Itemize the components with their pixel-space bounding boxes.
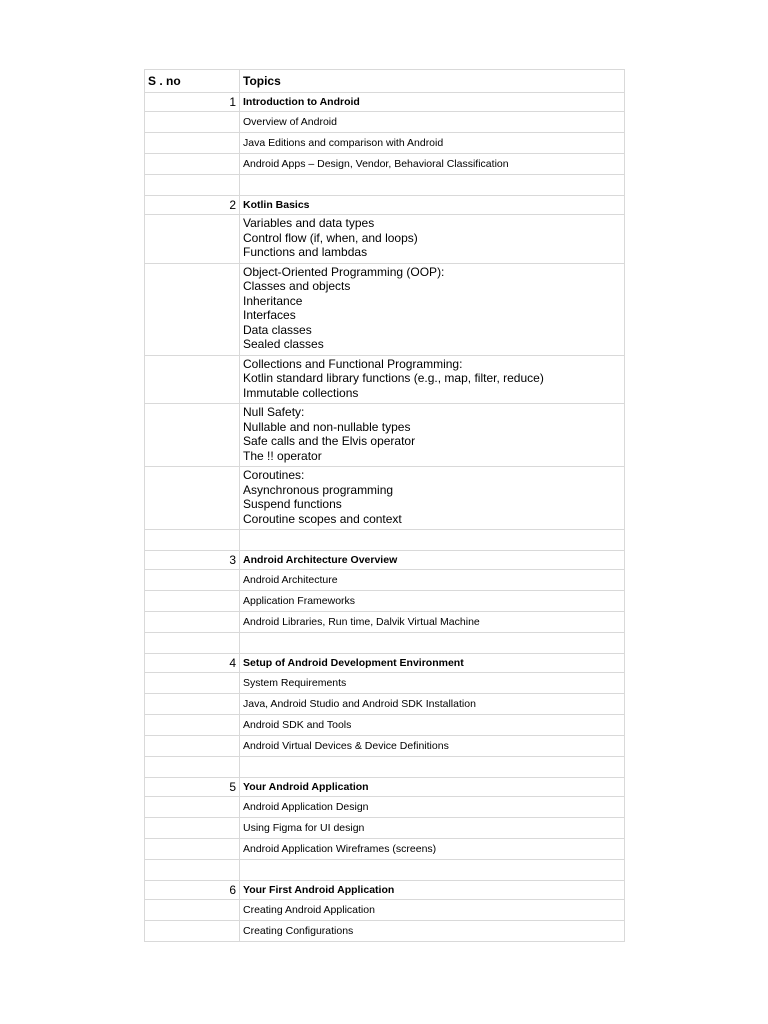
serial-number-cell: 1	[145, 93, 240, 112]
spacer-row	[145, 757, 625, 778]
sno-header: S . no	[145, 70, 240, 93]
serial-number-cell	[145, 570, 240, 591]
topic-line: Nullable and non-nullable types	[243, 419, 411, 434]
topic-cell: Android SDK and Tools	[240, 715, 625, 736]
topic-cell: Android Application Wireframes (screens)	[240, 839, 625, 860]
topic-row	[145, 673, 625, 694]
serial-number-cell	[145, 673, 240, 694]
topic-line: Immutable collections	[243, 385, 359, 400]
topic-line: Control flow (if, when, and loops)	[243, 230, 418, 245]
serial-number-cell	[145, 757, 240, 778]
serial-number-cell	[145, 591, 240, 612]
spacer-row	[145, 633, 625, 654]
topic-row	[145, 612, 625, 633]
topic-line: Collections and Functional Programming:	[243, 356, 463, 371]
serial-number-cell	[145, 154, 240, 175]
serial-number-cell	[145, 112, 240, 133]
serial-number-cell	[145, 467, 240, 530]
topic-cell	[240, 175, 625, 196]
topic-row	[145, 715, 625, 736]
topic-line: Safe calls and the Elvis operator	[243, 434, 416, 448]
spacer-row	[145, 860, 625, 881]
topic-row	[145, 818, 625, 839]
serial-number-cell	[145, 263, 240, 355]
topic-row	[145, 215, 625, 264]
topic-row	[145, 133, 625, 154]
topic-row	[145, 839, 625, 860]
section-title: Android Architecture Overview	[240, 551, 625, 570]
topic-cell: Android Apps – Design, Vendor, Behavioral Classification	[240, 154, 625, 175]
table-header-row	[145, 70, 625, 93]
topic-cell: Application Frameworks	[240, 591, 625, 612]
spacer-row	[145, 175, 625, 196]
section-row	[145, 881, 625, 900]
topic-line: Sealed classes	[243, 337, 324, 351]
topic-cell: System Requirements	[240, 673, 625, 694]
topic-line: Classes and objects	[243, 279, 351, 293]
topic-cell: Android Application Design	[240, 797, 625, 818]
section-title: Kotlin Basics	[240, 196, 625, 215]
topic-cell: Using Figma for UI design	[240, 818, 625, 839]
topic-row	[145, 112, 625, 133]
topic-cell	[240, 633, 625, 654]
topic-row	[145, 591, 625, 612]
topic-row	[145, 570, 625, 591]
serial-number-cell: 5	[145, 778, 240, 797]
topic-line: Asynchronous programming	[243, 482, 394, 497]
topic-line: Variables and data types	[243, 216, 375, 230]
topic-line: The !! operator	[243, 448, 322, 463]
serial-number-cell: 6	[145, 881, 240, 900]
topic-line: Object-Oriented Programming (OOP):	[243, 264, 445, 279]
section-row	[145, 93, 625, 112]
topic-cell: Creating Configurations	[240, 921, 625, 942]
serial-number-cell	[145, 921, 240, 942]
topic-cell: Java Editions and comparison with Android	[240, 133, 625, 154]
serial-number-cell	[145, 860, 240, 881]
topic-cell	[240, 355, 625, 404]
serial-number-cell: 2	[145, 196, 240, 215]
section-title: Your Android Application	[240, 778, 625, 797]
topic-cell: Creating Android Application	[240, 900, 625, 921]
serial-number-cell	[145, 355, 240, 404]
section-row	[145, 551, 625, 570]
topic-cell	[240, 263, 625, 355]
topic-row	[145, 900, 625, 921]
topic-line: Kotlin standard library functions (e.g., map, filter, reduce)	[243, 371, 544, 385]
serial-number-cell	[145, 900, 240, 921]
topic-cell	[240, 860, 625, 881]
topic-row	[145, 694, 625, 715]
serial-number-cell	[145, 715, 240, 736]
topic-cell	[240, 757, 625, 778]
topic-cell: Android Architecture	[240, 570, 625, 591]
serial-number-cell	[145, 633, 240, 654]
topic-line: Interfaces	[243, 308, 296, 322]
topic-line: Suspend functions	[243, 497, 342, 511]
topic-line: Functions and lambdas	[243, 245, 368, 259]
serial-number-cell	[145, 404, 240, 467]
serial-number-cell	[145, 175, 240, 196]
serial-number-cell	[145, 694, 240, 715]
topic-row	[145, 404, 625, 467]
topic-row	[145, 797, 625, 818]
serial-number-cell	[145, 736, 240, 757]
topic-cell: Java, Android Studio and Android SDK Installation	[240, 694, 625, 715]
serial-number-cell	[145, 839, 240, 860]
serial-number-cell: 3	[145, 551, 240, 570]
table-body	[145, 70, 625, 942]
topic-line: Data classes	[243, 322, 312, 337]
topic-cell	[240, 404, 625, 467]
topic-row	[145, 154, 625, 175]
topic-row	[145, 355, 625, 404]
topic-cell: Android Libraries, Run time, Dalvik Virtual Machine	[240, 612, 625, 633]
topic-row	[145, 263, 625, 355]
topic-row	[145, 736, 625, 757]
section-title: Your First Android Application	[240, 881, 625, 900]
serial-number-cell	[145, 797, 240, 818]
serial-number-cell: 4	[145, 654, 240, 673]
topic-cell: Android Virtual Devices & Device Definitions	[240, 736, 625, 757]
section-row	[145, 778, 625, 797]
serial-number-cell	[145, 215, 240, 264]
topic-cell	[240, 530, 625, 551]
topic-line: Coroutine scopes and context	[243, 511, 402, 526]
topic-cell	[240, 467, 625, 530]
topic-line: Inheritance	[243, 293, 303, 308]
serial-number-cell	[145, 818, 240, 839]
topic-line: Coroutines:	[243, 468, 305, 482]
section-title: Setup of Android Development Environment	[240, 654, 625, 673]
serial-number-cell	[145, 612, 240, 633]
topic-line: Null Safety:	[243, 405, 305, 419]
serial-number-cell	[145, 133, 240, 154]
section-row	[145, 196, 625, 215]
topic-row	[145, 467, 625, 530]
topic-cell	[240, 215, 625, 264]
topic-cell: Overview of Android	[240, 112, 625, 133]
serial-number-cell	[145, 530, 240, 551]
topic-row	[145, 921, 625, 942]
topics-header: Topics	[240, 70, 625, 93]
syllabus-table	[144, 69, 625, 942]
spacer-row	[145, 530, 625, 551]
section-row	[145, 654, 625, 673]
section-title: Introduction to Android	[240, 93, 625, 112]
